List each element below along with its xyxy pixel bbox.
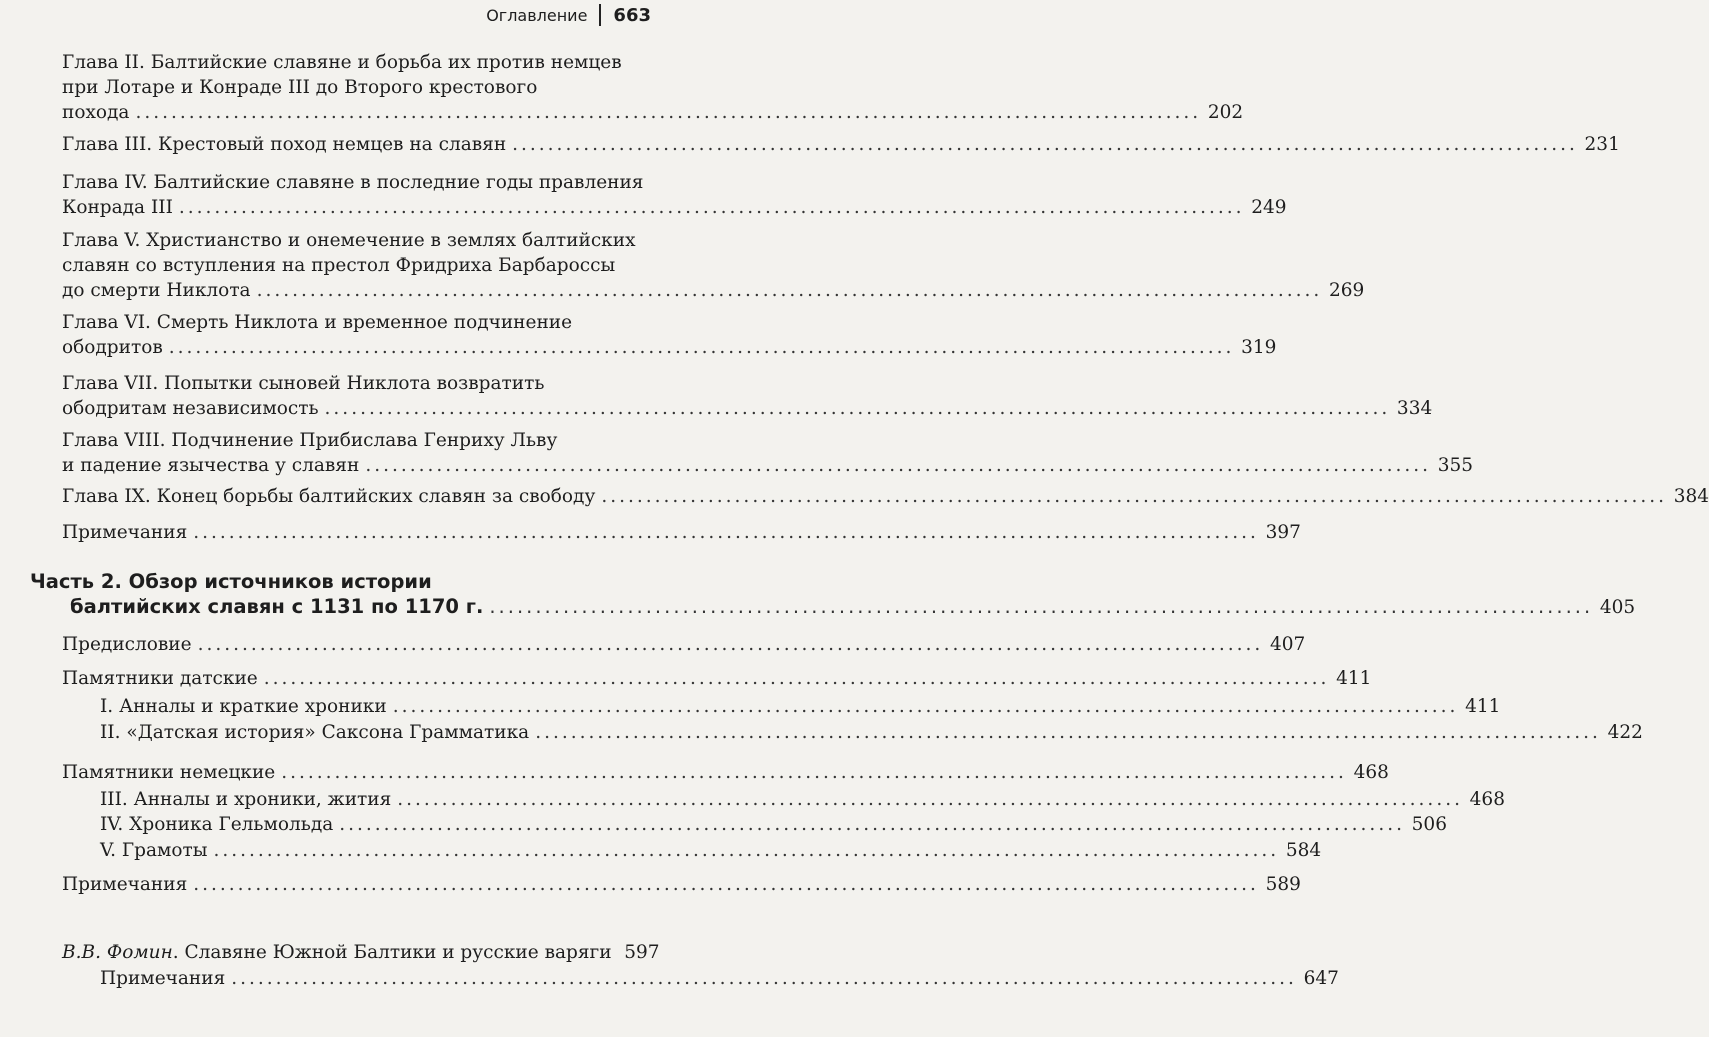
toc-entry-chapter-9[interactable] bbox=[62, 484, 1709, 509]
toc-entry-chapter-4[interactable] bbox=[62, 170, 1287, 220]
toc-line: Памятники немецкие bbox=[62, 762, 276, 783]
toc-entry-chapter-2[interactable] bbox=[62, 50, 1244, 125]
toc-line: Глава IX. Конец борьбы балтийских славян за свободу bbox=[62, 486, 596, 507]
leader-dots: ........................................................................................................................ bbox=[213, 840, 1280, 861]
toc-entry-helmold[interactable] bbox=[100, 812, 1447, 837]
toc-line: Примечания bbox=[100, 968, 226, 989]
toc-page-number: 584 bbox=[1285, 840, 1322, 861]
toc-page-number: 407 bbox=[1269, 634, 1306, 655]
toc-line: Глава II. Балтийские славяне и борьба их против немцев bbox=[62, 52, 622, 73]
leader-dots: ........................................................................................................................ bbox=[512, 134, 1578, 155]
toc-line: Глава III. Крестовый поход немцев на славян bbox=[62, 134, 507, 155]
toc-entry-notes[interactable] bbox=[62, 872, 1301, 897]
toc-entry-part-2[interactable] bbox=[30, 569, 1636, 620]
toc-line: похода bbox=[62, 102, 130, 123]
toc-line: при Лотаре и Конраде III до Второго крестового bbox=[62, 77, 538, 98]
toc-page-number: 468 bbox=[1469, 789, 1505, 810]
leader-dots: ........................................................................................................................ bbox=[256, 280, 1323, 301]
toc-entry-german-annals[interactable] bbox=[100, 787, 1505, 812]
leader-dots: ........................................................................................................................ bbox=[178, 197, 1245, 218]
toc-page-number: 231 bbox=[1584, 134, 1620, 155]
toc-page-number: 334 bbox=[1396, 398, 1433, 419]
article-title: . Славяне Южной Балтики и русские варяги bbox=[172, 942, 612, 963]
toc-entry-danish-sources[interactable] bbox=[62, 666, 1372, 691]
toc-entry-charters[interactable] bbox=[100, 838, 1322, 863]
toc-page-number: 384 bbox=[1673, 486, 1709, 507]
running-header bbox=[486, 4, 651, 26]
leader-dots: ........................................................................................................................ bbox=[601, 486, 1668, 507]
page-number: 663 bbox=[613, 4, 651, 26]
toc-entry-german-sources[interactable] bbox=[62, 760, 1389, 785]
toc-page-number: 397 bbox=[1265, 522, 1301, 543]
toc-page-number: 202 bbox=[1207, 102, 1244, 123]
leader-dots: ........................................................................................................................ bbox=[365, 455, 1431, 476]
toc-entry-chapter-8[interactable] bbox=[62, 428, 1473, 478]
toc-entry-notes[interactable] bbox=[100, 966, 1339, 991]
toc-line: Глава VII. Попытки сыновей Никлота возвратить bbox=[62, 373, 545, 394]
toc-page-number: 249 bbox=[1251, 197, 1287, 218]
leader-dots: ........................................................................................................................ bbox=[168, 337, 1235, 358]
toc-line: V. Грамоты bbox=[100, 840, 208, 861]
toc-line: Глава VI. Смерть Никлота и временное подчинение bbox=[62, 312, 573, 333]
toc-line bbox=[62, 940, 612, 965]
toc-entry-chapter-3[interactable] bbox=[62, 132, 1620, 157]
leader-dots: ........................................................................................................................ bbox=[193, 522, 1259, 543]
toc-entry-chapter-6[interactable] bbox=[62, 310, 1277, 360]
toc-line: Глава IV. Балтийские славяне в последние годы правления bbox=[62, 172, 644, 193]
toc-line: балтийских славян с 1131 по 1170 г. bbox=[70, 595, 484, 618]
toc-line: Конрада III bbox=[62, 197, 173, 218]
toc-page-number: 647 bbox=[1303, 968, 1339, 989]
leader-dots: ........................................................................................................................ bbox=[392, 696, 1459, 717]
toc-page-number: 506 bbox=[1411, 814, 1447, 835]
author-name: В.В. Фомин bbox=[62, 942, 173, 963]
header-divider bbox=[599, 4, 601, 26]
toc-line: III. Анналы и хроники, жития bbox=[100, 789, 392, 810]
toc-line: I. Анналы и краткие хроники bbox=[100, 696, 387, 717]
toc-entry-chapter-7[interactable] bbox=[62, 371, 1433, 421]
toc-page-number: 411 bbox=[1336, 668, 1372, 689]
leader-dots: ........................................................................................................................ bbox=[197, 634, 1264, 655]
toc-line: Примечания bbox=[62, 874, 188, 895]
toc-line: и падение язычества у славян bbox=[62, 455, 360, 476]
leader-dots: ........................................................................................................................ bbox=[324, 398, 1391, 419]
toc-line: Памятники датские bbox=[62, 668, 258, 689]
toc-page-number: 405 bbox=[1599, 597, 1636, 618]
toc-page-number: 269 bbox=[1328, 280, 1365, 301]
toc-page-number: 411 bbox=[1465, 696, 1501, 717]
toc-page-number: 589 bbox=[1265, 874, 1301, 895]
toc-line: Глава V. Христианство и онемечение в землях балтийских bbox=[62, 230, 636, 251]
toc-entry-fomin[interactable] bbox=[62, 940, 660, 965]
toc-line: ободритов bbox=[62, 337, 163, 358]
toc-line: Примечания bbox=[62, 522, 188, 543]
leader-dots: ........................................................................................................................ bbox=[135, 102, 1202, 123]
toc-entry-chapter-5[interactable] bbox=[62, 228, 1365, 303]
section-title: Оглавление bbox=[486, 5, 588, 25]
toc-entry-saxo[interactable] bbox=[100, 720, 1643, 745]
leader-dots: ........................................................................................................................ bbox=[535, 722, 1601, 743]
toc-entry-notes[interactable] bbox=[62, 520, 1301, 545]
toc-page-number: 468 bbox=[1353, 762, 1389, 783]
leader-dots: ........................................................................................................................ bbox=[397, 789, 1463, 810]
toc-line: славян со вступления на престол Фридриха Барбароссы bbox=[62, 255, 616, 276]
leader-dots: ........................................................................................................................ bbox=[193, 874, 1259, 895]
toc-line: ободритам независимость bbox=[62, 398, 319, 419]
toc-line: IV. Хроника Гельмольда bbox=[100, 814, 334, 835]
toc-line: II. «Датская история» Саксона Грамматика bbox=[100, 722, 530, 743]
leader-dots: ........................................................................................................................ bbox=[339, 814, 1405, 835]
toc-page-number: 319 bbox=[1241, 337, 1277, 358]
toc-line: Часть 2. Обзор источников истории bbox=[30, 570, 432, 593]
toc-entry-preface[interactable] bbox=[62, 632, 1306, 657]
leader-dots: ........................................................................................................................ bbox=[263, 668, 1330, 689]
toc-line: Предисловие bbox=[62, 634, 192, 655]
toc-entry-danish-annals[interactable] bbox=[100, 694, 1501, 719]
leader-dots: ........................................................................................................................ bbox=[489, 595, 1594, 618]
toc-page-number: 355 bbox=[1437, 455, 1473, 476]
toc-line: Глава VIII. Подчинение Прибислава Генриху Льву bbox=[62, 430, 558, 451]
leader-dots: ........................................................................................................................ bbox=[281, 762, 1347, 783]
toc-page-number: 597 bbox=[624, 942, 660, 963]
toc-page-number: 422 bbox=[1607, 722, 1643, 743]
leader-dots: ........................................................................................................................ bbox=[231, 968, 1297, 989]
toc-line: до смерти Никлота bbox=[62, 280, 251, 301]
